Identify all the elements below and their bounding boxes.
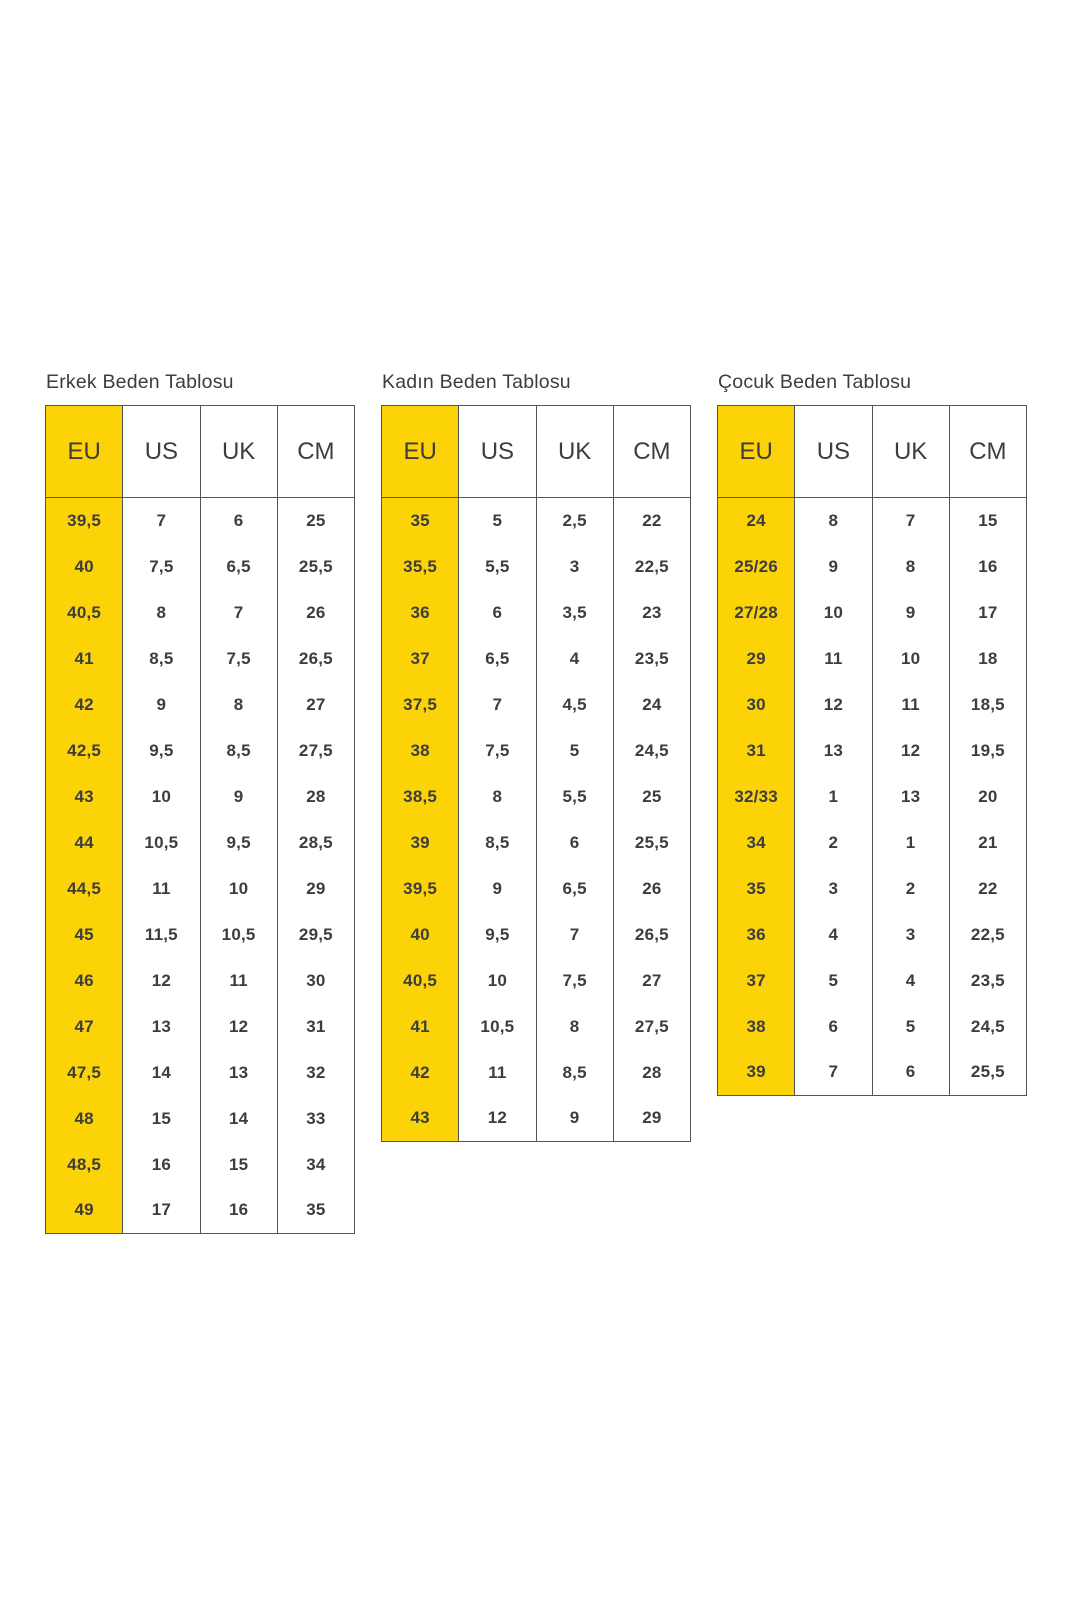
size-cell: 29 (613, 1096, 690, 1142)
eu-size-cell: 42 (382, 1050, 459, 1096)
eu-size-cell: 39 (718, 1050, 795, 1096)
size-cell: 25,5 (949, 1050, 1026, 1096)
size-cell: 6,5 (200, 544, 277, 590)
table-row (46, 728, 355, 774)
size-cell: 9 (872, 590, 949, 636)
eu-size-cell: 41 (46, 636, 123, 682)
size-cell: 8,5 (536, 1050, 613, 1096)
eu-size-cell: 27/28 (718, 590, 795, 636)
size-cell: 12 (795, 682, 872, 728)
size-cell: 15 (949, 498, 1026, 544)
size-cell: 8 (872, 544, 949, 590)
table-row (382, 590, 691, 636)
size-cell: 17 (123, 1188, 200, 1234)
eu-size-cell: 36 (382, 590, 459, 636)
column-header-us: US (123, 406, 200, 498)
size-cell: 23,5 (613, 636, 690, 682)
size-cell: 7 (872, 498, 949, 544)
table-row (46, 1004, 355, 1050)
size-cell: 9,5 (459, 912, 536, 958)
size-cell: 8 (123, 590, 200, 636)
column-header-uk: UK (536, 406, 613, 498)
size-cell: 26 (277, 590, 354, 636)
table-row (718, 820, 1027, 866)
men-table-title: Erkek Beden Tablosu (46, 371, 234, 393)
women-size-table (381, 405, 691, 1142)
eu-size-cell: 48 (46, 1096, 123, 1142)
size-cell: 1 (872, 820, 949, 866)
table-row (382, 774, 691, 820)
size-cell: 14 (123, 1050, 200, 1096)
eu-size-cell: 43 (46, 774, 123, 820)
column-header-us: US (795, 406, 872, 498)
size-cell: 7,5 (459, 728, 536, 774)
size-cell: 6,5 (536, 866, 613, 912)
size-cell: 8 (459, 774, 536, 820)
table-row (718, 590, 1027, 636)
size-cell: 11 (795, 636, 872, 682)
size-cell: 20 (949, 774, 1026, 820)
eu-size-cell: 42,5 (46, 728, 123, 774)
size-cell: 2 (872, 866, 949, 912)
size-cell: 25 (277, 498, 354, 544)
eu-size-cell: 48,5 (46, 1142, 123, 1188)
size-cell: 12 (200, 1004, 277, 1050)
eu-size-cell: 43 (382, 1096, 459, 1142)
table-row (46, 1188, 355, 1234)
size-tables-row (45, 372, 1027, 1234)
size-cell: 6 (872, 1050, 949, 1096)
eu-size-cell: 30 (718, 682, 795, 728)
size-cell: 11 (200, 958, 277, 1004)
eu-size-cell: 46 (46, 958, 123, 1004)
children-size-table-section (717, 372, 1027, 1096)
size-cell: 11 (459, 1050, 536, 1096)
size-cell: 11 (872, 682, 949, 728)
column-header-uk: UK (200, 406, 277, 498)
eu-size-cell: 47 (46, 1004, 123, 1050)
size-cell: 23 (613, 590, 690, 636)
column-header-eu: EU (382, 406, 459, 498)
size-cell: 13 (200, 1050, 277, 1096)
size-cell: 3 (536, 544, 613, 590)
table-row (46, 544, 355, 590)
size-cell: 29 (277, 866, 354, 912)
table-row (46, 590, 355, 636)
size-cell: 5 (795, 958, 872, 1004)
size-cell: 7 (536, 912, 613, 958)
size-cell: 10,5 (123, 820, 200, 866)
column-header-cm: CM (613, 406, 690, 498)
size-cell: 13 (795, 728, 872, 774)
header-row (46, 406, 355, 498)
size-cell: 17 (949, 590, 1026, 636)
eu-size-cell: 36 (718, 912, 795, 958)
eu-size-cell: 39,5 (46, 498, 123, 544)
size-cell: 8,5 (123, 636, 200, 682)
header-row (382, 406, 691, 498)
column-header-eu: EU (46, 406, 123, 498)
men-size-table-section (45, 372, 355, 1234)
size-cell: 9 (123, 682, 200, 728)
size-cell: 28 (277, 774, 354, 820)
size-cell: 8 (200, 682, 277, 728)
table-row (46, 1142, 355, 1188)
size-cell: 24,5 (613, 728, 690, 774)
size-cell: 21 (949, 820, 1026, 866)
women-table-body (382, 498, 691, 1142)
size-cell: 4,5 (536, 682, 613, 728)
size-cell: 4 (795, 912, 872, 958)
table-row (718, 728, 1027, 774)
size-cell: 25,5 (277, 544, 354, 590)
eu-size-cell: 38 (382, 728, 459, 774)
table-row (46, 958, 355, 1004)
size-cell: 24 (613, 682, 690, 728)
eu-size-cell: 29 (718, 636, 795, 682)
size-cell: 9 (200, 774, 277, 820)
size-cell: 35 (277, 1188, 354, 1234)
size-cell: 18 (949, 636, 1026, 682)
table-row (46, 498, 355, 544)
size-cell: 33 (277, 1096, 354, 1142)
table-row (382, 636, 691, 682)
table-row (382, 498, 691, 544)
table-row (718, 682, 1027, 728)
table-row (718, 958, 1027, 1004)
table-row (382, 1096, 691, 1142)
size-cell: 10,5 (200, 912, 277, 958)
size-cell: 10,5 (459, 1004, 536, 1050)
table-row (382, 728, 691, 774)
size-cell: 11 (123, 866, 200, 912)
eu-size-cell: 35 (382, 498, 459, 544)
size-cell: 22 (613, 498, 690, 544)
size-cell: 6,5 (459, 636, 536, 682)
size-cell: 8 (795, 498, 872, 544)
size-cell: 16 (200, 1188, 277, 1234)
women-size-table-section (381, 372, 691, 1142)
table-row (718, 866, 1027, 912)
column-header-us: US (459, 406, 536, 498)
size-cell: 6 (536, 820, 613, 866)
table-row (718, 1050, 1027, 1096)
size-cell: 27 (613, 958, 690, 1004)
header-row (718, 406, 1027, 498)
table-row (382, 866, 691, 912)
table-row (46, 636, 355, 682)
table-row (718, 774, 1027, 820)
column-header-eu: EU (718, 406, 795, 498)
table-row (46, 1096, 355, 1142)
eu-size-cell: 40 (46, 544, 123, 590)
size-cell: 15 (123, 1096, 200, 1142)
eu-size-cell: 35,5 (382, 544, 459, 590)
table-row (718, 544, 1027, 590)
column-header-cm: CM (277, 406, 354, 498)
size-cell: 10 (872, 636, 949, 682)
size-cell: 19,5 (949, 728, 1026, 774)
size-cell: 10 (123, 774, 200, 820)
size-cell: 13 (872, 774, 949, 820)
size-cell: 5 (872, 1004, 949, 1050)
men-table-header (46, 406, 355, 498)
size-cell: 24,5 (949, 1004, 1026, 1050)
table-row (718, 912, 1027, 958)
eu-size-cell: 42 (46, 682, 123, 728)
size-cell: 28,5 (277, 820, 354, 866)
children-table-header (718, 406, 1027, 498)
size-cell: 16 (949, 544, 1026, 590)
size-cell: 7 (200, 590, 277, 636)
size-cell: 22 (949, 866, 1026, 912)
size-cell: 2,5 (536, 498, 613, 544)
column-header-uk: UK (872, 406, 949, 498)
table-row (46, 1050, 355, 1096)
size-cell: 27,5 (277, 728, 354, 774)
size-cell: 7,5 (536, 958, 613, 1004)
eu-size-cell: 40,5 (382, 958, 459, 1004)
column-header-cm: CM (949, 406, 1026, 498)
size-cell: 7,5 (200, 636, 277, 682)
table-row (382, 682, 691, 728)
size-cell: 32 (277, 1050, 354, 1096)
size-cell: 25 (613, 774, 690, 820)
size-cell: 15 (200, 1142, 277, 1188)
eu-size-cell: 39 (382, 820, 459, 866)
eu-size-cell: 37 (382, 636, 459, 682)
table-row (382, 820, 691, 866)
size-cell: 7 (459, 682, 536, 728)
size-cell: 12 (459, 1096, 536, 1142)
table-row (718, 498, 1027, 544)
eu-size-cell: 39,5 (382, 866, 459, 912)
size-cell: 6 (459, 590, 536, 636)
size-cell: 9 (459, 866, 536, 912)
eu-size-cell: 45 (46, 912, 123, 958)
size-cell: 26,5 (277, 636, 354, 682)
men-table-body (46, 498, 355, 1234)
men-size-table (45, 405, 355, 1234)
size-cell: 23,5 (949, 958, 1026, 1004)
size-cell: 28 (613, 1050, 690, 1096)
size-cell: 14 (200, 1096, 277, 1142)
size-cell: 4 (872, 958, 949, 1004)
eu-size-cell: 34 (718, 820, 795, 866)
size-cell: 7 (795, 1050, 872, 1096)
table-row (46, 820, 355, 866)
size-cell: 5 (459, 498, 536, 544)
table-row (382, 1050, 691, 1096)
children-table-body (718, 498, 1027, 1096)
size-cell: 4 (536, 636, 613, 682)
eu-size-cell: 44 (46, 820, 123, 866)
size-cell: 11,5 (123, 912, 200, 958)
table-row (46, 866, 355, 912)
size-cell: 30 (277, 958, 354, 1004)
size-cell: 9 (536, 1096, 613, 1142)
eu-size-cell: 38 (718, 1004, 795, 1050)
size-cell: 9 (795, 544, 872, 590)
size-cell: 10 (459, 958, 536, 1004)
table-row (382, 544, 691, 590)
size-cell: 12 (872, 728, 949, 774)
eu-size-cell: 40 (382, 912, 459, 958)
eu-size-cell: 31 (718, 728, 795, 774)
table-row (382, 1004, 691, 1050)
size-cell: 25,5 (613, 820, 690, 866)
eu-size-cell: 47,5 (46, 1050, 123, 1096)
size-cell: 8,5 (459, 820, 536, 866)
eu-size-cell: 44,5 (46, 866, 123, 912)
size-cell: 26 (613, 866, 690, 912)
eu-size-cell: 38,5 (382, 774, 459, 820)
table-row (382, 912, 691, 958)
children-size-table (717, 405, 1027, 1096)
size-cell: 9,5 (200, 820, 277, 866)
size-cell: 2 (795, 820, 872, 866)
size-cell: 26,5 (613, 912, 690, 958)
table-row (718, 1004, 1027, 1050)
size-cell: 5,5 (536, 774, 613, 820)
size-cell: 22,5 (613, 544, 690, 590)
size-cell: 7,5 (123, 544, 200, 590)
size-cell: 3 (795, 866, 872, 912)
eu-size-cell: 41 (382, 1004, 459, 1050)
eu-size-cell: 25/26 (718, 544, 795, 590)
children-table-title: Çocuk Beden Tablosu (718, 371, 912, 393)
eu-size-cell: 49 (46, 1188, 123, 1234)
size-cell: 9,5 (123, 728, 200, 774)
size-cell: 16 (123, 1142, 200, 1188)
eu-size-cell: 35 (718, 866, 795, 912)
table-row (46, 912, 355, 958)
size-cell: 8,5 (200, 728, 277, 774)
eu-size-cell: 40,5 (46, 590, 123, 636)
size-cell: 18,5 (949, 682, 1026, 728)
table-row (46, 774, 355, 820)
size-cell: 8 (536, 1004, 613, 1050)
size-cell: 6 (795, 1004, 872, 1050)
size-cell: 5 (536, 728, 613, 774)
size-cell: 34 (277, 1142, 354, 1188)
size-cell: 1 (795, 774, 872, 820)
size-cell: 10 (200, 866, 277, 912)
women-table-header (382, 406, 691, 498)
size-cell: 7 (123, 498, 200, 544)
table-row (382, 958, 691, 1004)
size-cell: 12 (123, 958, 200, 1004)
size-cell: 6 (200, 498, 277, 544)
women-table-title: Kadın Beden Tablosu (382, 371, 571, 393)
size-cell: 5,5 (459, 544, 536, 590)
eu-size-cell: 24 (718, 498, 795, 544)
eu-size-cell: 32/33 (718, 774, 795, 820)
table-row (46, 682, 355, 728)
size-cell: 13 (123, 1004, 200, 1050)
eu-size-cell: 37,5 (382, 682, 459, 728)
size-cell: 31 (277, 1004, 354, 1050)
size-cell: 27 (277, 682, 354, 728)
table-row (718, 636, 1027, 682)
size-cell: 3 (872, 912, 949, 958)
size-cell: 27,5 (613, 1004, 690, 1050)
size-cell: 22,5 (949, 912, 1026, 958)
size-cell: 3,5 (536, 590, 613, 636)
size-cell: 10 (795, 590, 872, 636)
eu-size-cell: 37 (718, 958, 795, 1004)
size-cell: 29,5 (277, 912, 354, 958)
